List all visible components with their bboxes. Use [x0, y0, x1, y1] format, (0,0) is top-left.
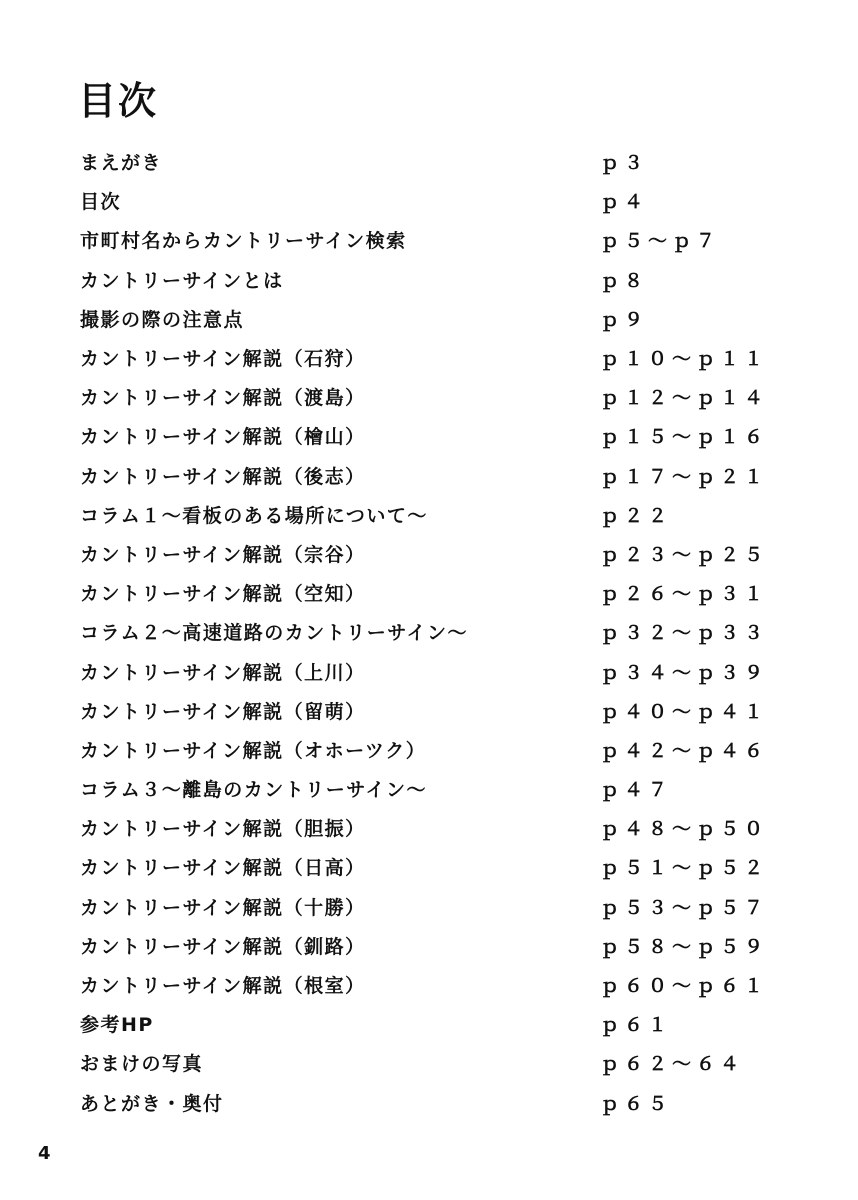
- toc-entry-page: ｐ５３～ｐ５７: [600, 896, 769, 919]
- toc-entry: [80, 1004, 780, 1043]
- toc-entry: [80, 220, 780, 259]
- toc-entry-label: カントリーサイン解説（胆振）: [80, 818, 366, 841]
- toc-entry: [80, 926, 780, 965]
- toc-entry-label: 市町村名からカントリーサイン検索: [80, 230, 407, 253]
- toc-entry-label: カントリーサイン解説（渡島）: [80, 387, 366, 410]
- toc-entry-page: ｐ９: [600, 308, 649, 331]
- toc-entry-label: カントリーサイン解説（石狩）: [80, 348, 366, 371]
- toc-entry-page: ｐ５～ｐ７: [600, 230, 721, 253]
- toc-entry: [80, 847, 780, 886]
- toc-entry-label: まえがき: [80, 152, 163, 175]
- toc-entry-page: ｐ５８～ｐ５９: [600, 935, 769, 958]
- toc-entry-label: カントリーサイン解説（宗谷）: [80, 543, 366, 566]
- toc-entry-page: ｐ４２～ｐ４６: [600, 739, 769, 762]
- toc-entry-page: ｐ１５～ｐ１６: [600, 426, 769, 449]
- toc-entry-page: ｐ４７: [600, 779, 673, 802]
- toc-entry: [80, 299, 780, 338]
- toc-entry-label: カントリーサインとは: [80, 269, 284, 292]
- toc-entry-page: ｐ１７～ｐ２１: [600, 465, 769, 488]
- toc-entry-page: ｐ３２～ｐ３３: [600, 622, 769, 645]
- page-title: 目次: [78, 79, 159, 123]
- toc-entry-label: カントリーサイン解説（根室）: [80, 975, 366, 998]
- toc-entry-label: カントリーサイン解説（釧路）: [80, 935, 366, 958]
- toc-entry-label: カントリーサイン解説（十勝）: [80, 896, 366, 919]
- toc-entry: [80, 965, 780, 1004]
- toc-entry-label: カントリーサイン解説（檜山）: [80, 426, 366, 449]
- toc-entry: [80, 730, 780, 769]
- toc-entry: [80, 573, 780, 612]
- toc-entry-page: ｐ８: [600, 269, 649, 292]
- toc-entry-page: ｐ６２～６４: [600, 1053, 745, 1076]
- toc-entry-page: ｐ１０～ｐ１１: [600, 348, 769, 371]
- toc-entry-page: ｐ３: [600, 152, 649, 175]
- toc-entry-page: ｐ２６～ｐ３１: [600, 583, 769, 606]
- toc-entry-label: コラム３～離島のカントリーサイン～: [80, 779, 427, 802]
- toc-entry-label: カントリーサイン解説（日高）: [80, 857, 366, 880]
- page-number: 4: [38, 1143, 51, 1164]
- toc-entry: [80, 416, 780, 455]
- toc-entry-page: ｐ６１: [600, 1014, 673, 1037]
- toc-entry-label: カントリーサイン解説（留萌）: [80, 700, 366, 723]
- toc-entry: [80, 691, 780, 730]
- toc-entry: [80, 338, 780, 377]
- toc-entry: [80, 887, 780, 926]
- toc-entry: [80, 1043, 780, 1082]
- toc-entry-page: ｐ４８～ｐ５０: [600, 818, 769, 841]
- toc-entry-label: 目次: [80, 191, 122, 214]
- toc-entry-page: ｐ２２: [600, 504, 673, 527]
- toc-entry-page: ｐ３４～ｐ３９: [600, 661, 769, 684]
- toc-entry-label: コラム２～高速道路のカントリーサイン～: [80, 622, 468, 645]
- toc-entry: [80, 534, 780, 573]
- toc-entry-label: カントリーサイン解説（後志）: [80, 465, 366, 488]
- toc-entry-page: ｐ６０～ｐ６１: [600, 975, 769, 998]
- toc-entry: [80, 1083, 780, 1122]
- toc-entry: [80, 181, 780, 220]
- toc-entry-page: ｐ２３～ｐ２５: [600, 543, 769, 566]
- toc-entry-label: あとがき・奥付: [80, 1092, 224, 1115]
- toc-entry: [80, 456, 780, 495]
- toc-entry: [80, 808, 780, 847]
- toc-entry-label: カントリーサイン解説（空知）: [80, 583, 366, 606]
- toc-entry: [80, 495, 780, 534]
- toc-entry-label: 撮影の際の注意点: [80, 308, 245, 331]
- toc-entry-page: ｐ６５: [600, 1092, 673, 1115]
- toc-entry: [80, 142, 780, 181]
- toc-entry-page: ｐ１２～ｐ１４: [600, 387, 769, 410]
- toc-entry-label: 参考HP: [80, 1014, 154, 1037]
- toc-entry-page: ｐ４: [600, 191, 649, 214]
- table-of-contents: [80, 142, 780, 1122]
- toc-entry-label: カントリーサイン解説（オホーツク）: [80, 739, 427, 762]
- toc-entry-label: おまけの写真: [80, 1053, 204, 1076]
- toc-entry: [80, 769, 780, 808]
- toc-entry: [80, 377, 780, 416]
- toc-entry: [80, 651, 780, 690]
- toc-entry-label: コラム１～看板のある場所について～: [80, 504, 428, 527]
- toc-entry-page: ｐ５１～ｐ５２: [600, 857, 769, 880]
- toc-entry-label: カントリーサイン解説（上川）: [80, 661, 366, 684]
- toc-entry: [80, 612, 780, 651]
- toc-entry: [80, 260, 780, 299]
- toc-entry-page: ｐ４０～ｐ４１: [600, 700, 769, 723]
